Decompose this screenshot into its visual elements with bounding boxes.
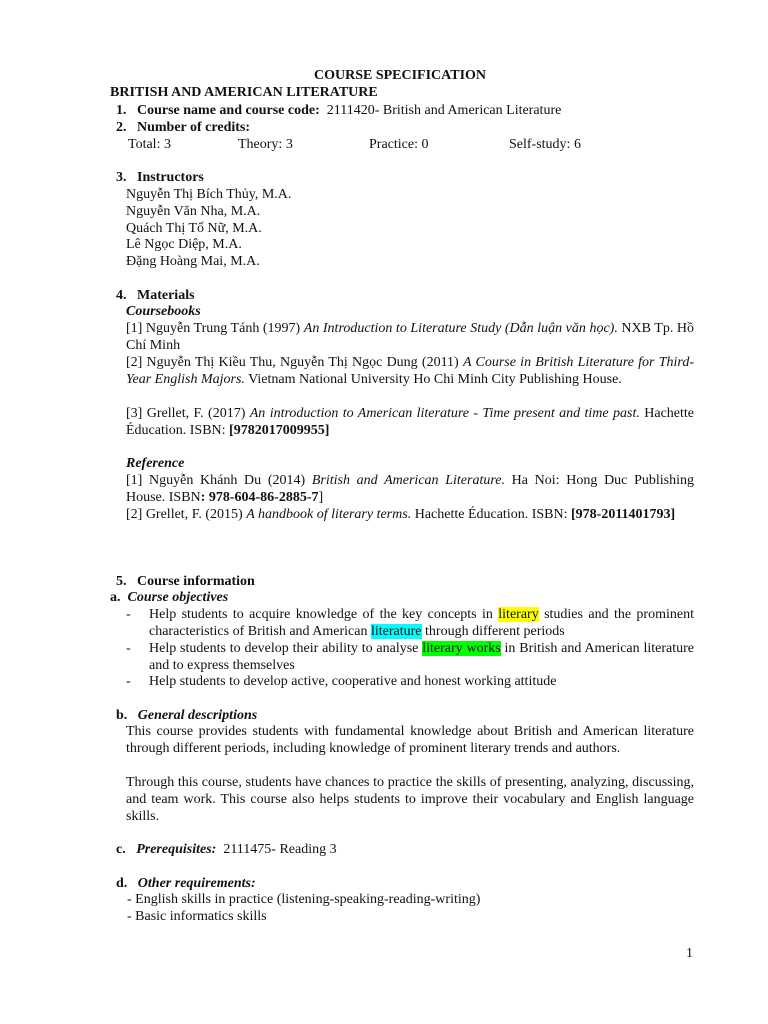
subsection-c <box>116 842 337 859</box>
subsection-letter: a. <box>110 590 121 605</box>
highlight-green: literary works <box>422 641 501 656</box>
reference-heading: Reference <box>126 456 185 471</box>
subsection-a <box>110 590 228 607</box>
instructor-item: Nguyễn Văn Nha, M.A. <box>126 204 261 219</box>
subsection-label: General descriptions <box>137 708 258 723</box>
page-title: COURSE SPECIFICATION <box>313 68 487 83</box>
citation-author: [1] Nguyễn Trung Tánh (1997) <box>126 321 304 336</box>
highlight-yellow: literary <box>498 607 539 622</box>
description-paragraph-1: This course provides students with fundamental knowledge about British and American literature through different periods, including knowledge of prominent literary trends and authors. <box>126 724 694 756</box>
section-5 <box>116 574 255 591</box>
credits-total: Total: 3 <box>128 137 171 152</box>
section-number: 5. <box>116 574 127 589</box>
objective-text: Help students to develop their ability to analyse <box>149 641 423 656</box>
section-number: 3. <box>116 170 127 185</box>
objective-3: Help students to develop active, cooperative and honest working attitude <box>149 674 557 689</box>
citation-tail: ] <box>318 489 324 505</box>
requirement-item: - Basic informatics skills <box>127 909 267 924</box>
citation-publisher: Hachette Éducation. ISBN: <box>411 507 571 522</box>
description-paragraph-2: Through this course, students have chances to practice the skills of presenting, analyzing, discussing, and team work. This course also helps students to improve their vocabulary and English language skills. <box>126 775 694 824</box>
credits-practice: Practice: 0 <box>369 137 429 152</box>
instructor-item: Nguyễn Thị Bích Thủy, M.A. <box>126 187 292 202</box>
citation-title: British and American Literature. <box>311 473 505 488</box>
coursebook-2 <box>126 355 694 389</box>
subsection-letter: d. <box>116 876 128 891</box>
section-label: Instructors <box>137 170 204 185</box>
course-code-value: 2111420- British and American Literature <box>326 103 562 118</box>
section-2 <box>116 120 250 137</box>
objective-1 <box>149 607 694 641</box>
citation-publisher: Vietnam National University Ho Chi Minh City Publishing House. <box>244 371 622 387</box>
objective-text: studies and the prominent characteristics of British and American <box>149 607 694 639</box>
citation-title: An introduction to American literature - Time present and time past. <box>249 406 640 421</box>
coursebook-1 <box>126 321 694 355</box>
bullet-marker: - <box>126 674 131 689</box>
subsection-letter: b. <box>116 708 128 723</box>
citation-publisher: NXB Tp. Hồ Chí Minh <box>126 321 694 353</box>
bullet-marker: - <box>126 607 131 622</box>
section-label: Course information <box>137 574 255 589</box>
page-number: 1 <box>686 946 693 961</box>
section-label: Number of credits: <box>137 120 251 135</box>
citation-publisher: Ha Noi: Hong Duc Publishing House. ISBN <box>126 473 694 505</box>
section-number: 1. <box>116 103 127 118</box>
citation-author: [2] Grellet, F. (2015) <box>126 507 247 522</box>
citation-isbn: : 978-604-86-2885-7 <box>200 489 319 505</box>
subsection-b <box>116 708 257 725</box>
section-label: Materials <box>137 288 195 303</box>
reference-1 <box>126 473 694 507</box>
requirement-item: - English skills in practice (listening-speaking-reading-writing) <box>127 892 481 907</box>
section-4 <box>116 288 195 305</box>
coursebooks-heading: Coursebooks <box>126 304 201 319</box>
section-number: 2. <box>116 120 127 135</box>
reference-2 <box>126 507 694 524</box>
prerequisite-value: 2111475- Reading 3 <box>223 842 337 857</box>
course-subtitle: BRITISH AND AMERICAN LITERATURE <box>110 85 378 100</box>
section-label: Course name and course code: <box>137 103 320 118</box>
objective-2 <box>149 641 694 675</box>
section-number: 4. <box>116 288 127 303</box>
instructor-item: Đặng Hoàng Mai, M.A. <box>126 254 260 269</box>
coursebook-3 <box>126 406 694 440</box>
instructor-item: Lê Ngọc Diệp, M.A. <box>126 237 242 252</box>
citation-author: [3] Grellet, F. (2017) <box>126 406 250 421</box>
citation-title: An Introduction to Literature Study (Dẫn luận văn học). <box>303 321 618 336</box>
bullet-marker: - <box>126 641 131 656</box>
subsection-label: Other requirements: <box>137 876 256 891</box>
objective-text: in British and American literature and to express themselves <box>149 641 694 673</box>
citation-title: A Course in British Literature for Third-Year English Majors. <box>126 355 694 387</box>
objective-text: Help students to acquire knowledge of the key concepts in <box>149 607 499 622</box>
instructor-item: Quách Thị Tố Nữ, M.A. <box>126 221 262 236</box>
citation-author: [2] Nguyễn Thị Kiều Thu, Nguyễn Thị Ngọc Dung (2011) <box>126 355 463 370</box>
citation-isbn: [978-2011401793] <box>571 507 676 522</box>
subsection-label: Prerequisites: <box>136 842 217 857</box>
subsection-d <box>116 876 256 893</box>
highlight-cyan: literature <box>370 623 422 639</box>
citation-author: [1] Nguyễn Khánh Du (2014) <box>126 473 312 488</box>
subsection-letter: c. <box>116 842 126 857</box>
objective-text: through different periods <box>421 623 565 639</box>
section-1 <box>116 103 561 120</box>
section-3 <box>116 170 204 187</box>
citation-isbn: [9782017009955] <box>229 422 330 438</box>
citation-title: A handbook of literary terms. <box>246 507 412 522</box>
citation-publisher: Hachette Éducation. ISBN: <box>126 406 694 438</box>
subsection-label: Course objectives <box>127 590 229 605</box>
credits-theory: Theory: 3 <box>238 137 293 152</box>
credits-self-study: Self-study: 6 <box>509 137 581 152</box>
